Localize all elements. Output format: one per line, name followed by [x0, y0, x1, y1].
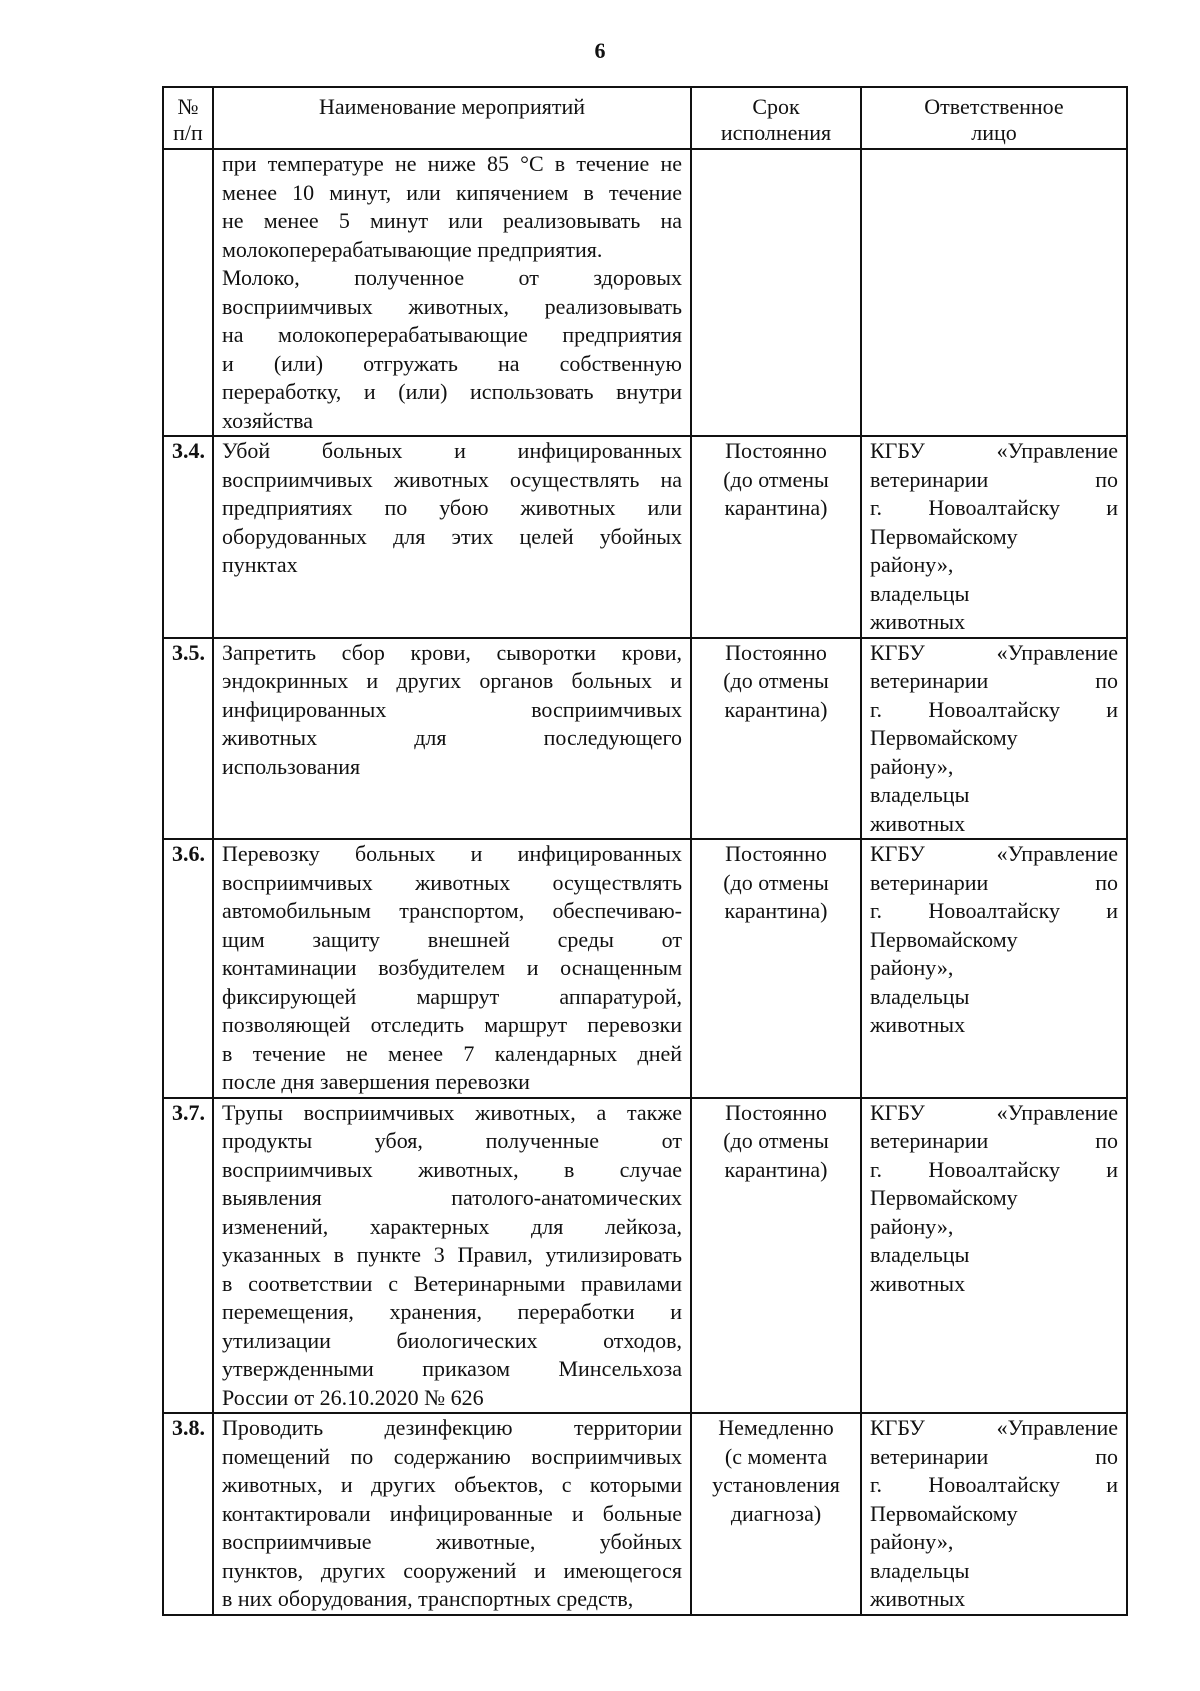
resp-line: г. Новоалтайску и	[870, 1472, 1118, 1497]
resp-line: животных	[870, 1586, 966, 1611]
text-line: эндокринных и других органов больных и	[222, 668, 682, 693]
resp-line: г. Новоалтайску и	[870, 898, 1118, 923]
page-number: 6	[594, 38, 606, 63]
resp-line: г. Новоалтайску и	[870, 495, 1118, 520]
continuation-num-cell	[163, 149, 213, 436]
text-line: восприимчивых животных, в случае	[222, 1156, 682, 1182]
resp-line: владельцы	[870, 782, 970, 807]
term-line: Постоянно	[725, 639, 827, 665]
text-line: оборудованных для этих целей убойных	[222, 523, 682, 549]
resp-line: животных	[870, 609, 966, 634]
text-line: контаминации возбудителем и оснащенным	[222, 955, 682, 980]
text-line: изменений, характерных для лейкоза,	[222, 1213, 682, 1239]
text-line: автомобильным транспортом, обеспечиваю-	[222, 898, 682, 923]
text-line: после дня завершения перевозки	[222, 1069, 530, 1094]
table-row	[163, 1098, 1127, 1414]
resp-line: владельцы	[870, 1242, 970, 1267]
measure-description	[213, 1413, 691, 1615]
text-line: использования	[222, 753, 361, 779]
measure-description	[213, 436, 691, 638]
resp-line: г. Новоалтайску и	[870, 696, 1118, 722]
text-line: в соответствии с Ветеринарными правилами	[222, 1270, 682, 1296]
measure-term	[691, 436, 861, 638]
text-line: России от 26.10.2020 № 626	[222, 1384, 484, 1410]
text-line: щим защиту внешней среды от	[222, 926, 682, 952]
text-line: не менее 5 минут или реализовывать на	[222, 208, 682, 233]
table-row	[163, 839, 1127, 1098]
table-row	[163, 436, 1127, 638]
resp-line: ветеринарии по	[870, 1443, 1118, 1469]
term-line: диагноза)	[730, 1500, 822, 1526]
resp-line: животных	[870, 810, 966, 836]
resp-line: району»,	[870, 753, 954, 779]
text-line: утилизации биологических отходов,	[222, 1327, 682, 1353]
term-line: Постоянно	[725, 1099, 827, 1125]
text-line: в течение не менее 7 календарных дней	[222, 1040, 682, 1066]
row-number: 3.6.	[163, 839, 213, 1098]
measure-term	[691, 638, 861, 840]
responsible-party	[861, 1413, 1127, 1615]
text-line: продукты убоя, полученные от	[222, 1128, 682, 1153]
resp-line: животных	[870, 1012, 966, 1037]
resp-line: КГБУ «Управление	[870, 1099, 1118, 1125]
table-row	[163, 1413, 1127, 1615]
text-line: восприимчивых животных осуществлять	[222, 869, 682, 895]
responsible-party	[861, 839, 1127, 1098]
continuation-resp-cell	[861, 149, 1127, 436]
resp-line: Первомайскому	[870, 1185, 1018, 1210]
text-line: при температуре не ниже 85 °С в течение не	[222, 151, 682, 176]
text-line: фиксирующей маршрут аппаратурой,	[222, 983, 682, 1009]
text-line: Перевозку больных и инфицированных	[222, 841, 682, 866]
text-line: животных для последующего	[222, 725, 682, 750]
resp-line: Первомайскому	[870, 926, 1018, 952]
term-line: карантина)	[724, 898, 828, 923]
resp-line: владельцы	[870, 580, 970, 606]
continuation-desc-cell	[213, 149, 691, 436]
text-line: Запретить сбор крови, сыворотки крови,	[222, 639, 682, 665]
term-line: (до отмены	[723, 668, 829, 693]
text-line: позволяющей отследить маршрут перевозки	[222, 1012, 682, 1037]
text-line: инфицированных восприимчивых	[222, 696, 682, 722]
measure-term	[691, 839, 861, 1098]
term-line: карантина)	[724, 1156, 828, 1182]
resp-line: району»,	[870, 1529, 954, 1554]
term-line: (до отмены	[723, 869, 829, 895]
resp-line: Первомайскому	[870, 1500, 1018, 1526]
resp-line: владельцы	[870, 1557, 970, 1583]
text-line: Убой больных и инфицированных	[222, 438, 682, 463]
resp-line: владельцы	[870, 983, 970, 1009]
text-line: и (или) отгружать на собственную	[222, 350, 682, 376]
text-line: помещений по содержанию восприимчивых	[222, 1443, 682, 1469]
table-row	[163, 638, 1127, 840]
term-line: (до отмены	[723, 466, 829, 492]
continuation-term-cell	[691, 149, 861, 436]
measure-description	[213, 638, 691, 840]
text-line: перемещения, хранения, переработки и	[222, 1299, 682, 1324]
resp-line: ветеринарии по	[870, 869, 1118, 895]
continuation-row	[163, 149, 1127, 436]
resp-line: району»,	[870, 955, 954, 980]
text-line: Молоко, полученное от здоровых	[222, 265, 682, 290]
term-line: (с момента	[724, 1443, 828, 1469]
resp-line: КГБУ «Управление	[870, 438, 1118, 463]
text-line: в них оборудования, транспортных средств,	[222, 1586, 634, 1611]
responsible-party	[861, 638, 1127, 840]
resp-line: ветеринарии по	[870, 668, 1118, 693]
text-line: молокоперерабатывающие предприятия.	[222, 236, 603, 262]
term-line: Постоянно	[725, 841, 827, 866]
text-line: менее 10 минут, или кипячением в течение	[222, 179, 682, 205]
text-line: восприимчивые животные, убойных	[222, 1529, 682, 1554]
resp-line: Первомайскому	[870, 523, 1018, 549]
text-line: восприимчивых животных осуществлять на	[222, 466, 682, 492]
header-num: № п/п	[163, 87, 213, 149]
row-number: 3.4.	[163, 436, 213, 638]
term-line: Немедленно	[718, 1415, 834, 1440]
text-line: переработку, и (или) использовать внутри	[222, 379, 682, 404]
text-line: животных, и других объектов, с которыми	[222, 1472, 682, 1497]
resp-line: КГБУ «Управление	[870, 1415, 1118, 1440]
term-line: карантина)	[724, 495, 828, 520]
measures-table	[162, 86, 1128, 1616]
resp-line: Первомайскому	[870, 725, 1018, 750]
resp-line: КГБУ «Управление	[870, 639, 1118, 665]
term-line: Постоянно	[725, 438, 827, 463]
header-resp: Ответственное лицо	[861, 87, 1127, 149]
text-line: предприятиях по убою животных или	[222, 495, 682, 520]
table-header-row	[163, 87, 1127, 149]
term-line: (до отмены	[723, 1128, 829, 1153]
responsible-party	[861, 436, 1127, 638]
header-name: Наименование мероприятий	[213, 87, 691, 149]
header-term: Срок исполнения	[691, 87, 861, 149]
text-line: Трупы восприимчивых животных, а также	[222, 1099, 682, 1125]
measure-description	[213, 1098, 691, 1414]
resp-line: г. Новоалтайску и	[870, 1156, 1118, 1182]
resp-line: району»,	[870, 1213, 954, 1239]
row-number: 3.5.	[163, 638, 213, 840]
measure-description	[213, 839, 691, 1098]
term-line: карантина)	[724, 696, 828, 722]
measure-term	[691, 1098, 861, 1414]
measure-term	[691, 1413, 861, 1615]
resp-line: ветеринарии по	[870, 466, 1118, 492]
resp-line: КГБУ «Управление	[870, 841, 1118, 866]
text-line: пунктах	[222, 552, 298, 577]
text-line: восприимчивых животных, реализовывать	[222, 293, 682, 319]
text-line: выявления патолого-анатомических	[222, 1185, 682, 1210]
resp-line: животных	[870, 1270, 966, 1296]
text-line: пунктов, других сооружений и имеющегося	[222, 1557, 682, 1583]
text-line: Проводить дезинфекцию территории	[222, 1415, 682, 1440]
resp-line: району»,	[870, 552, 954, 577]
row-number: 3.7.	[163, 1098, 213, 1414]
responsible-party	[861, 1098, 1127, 1414]
text-line: хозяйства	[222, 407, 313, 433]
term-line: установления	[712, 1472, 840, 1497]
resp-line: ветеринарии по	[870, 1128, 1118, 1153]
text-line: утвержденными приказом Минсельхоза	[222, 1356, 682, 1381]
text-line: на молокоперерабатывающие предприятия	[222, 322, 682, 347]
text-line: указанных в пункте 3 Правил, утилизировать	[222, 1242, 682, 1267]
text-line: контактировали инфицированные и больные	[222, 1500, 682, 1526]
row-number: 3.8.	[163, 1413, 213, 1615]
